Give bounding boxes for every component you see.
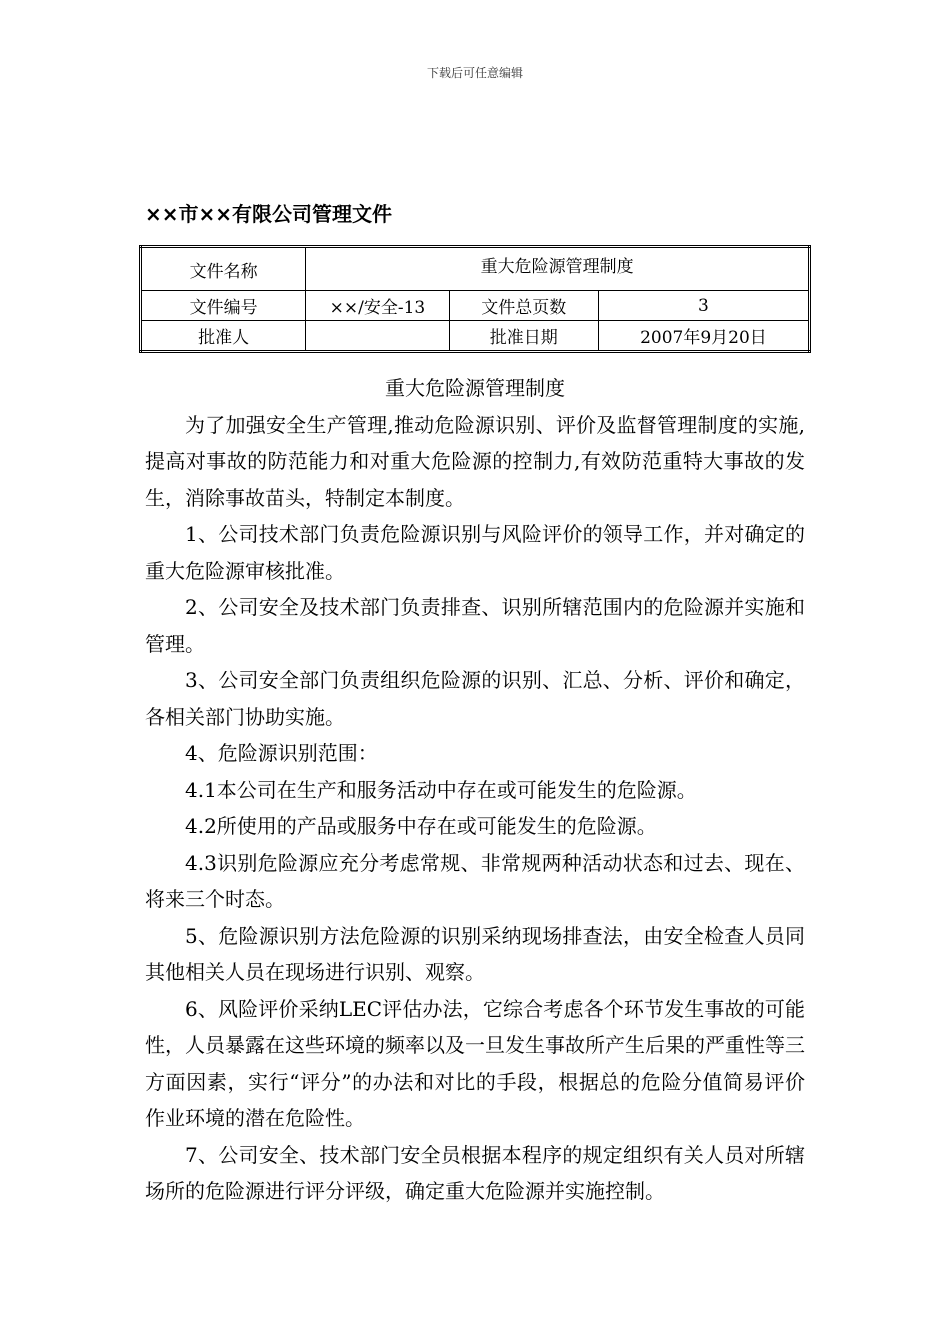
approver-value [306,321,449,352]
approval-date-value: 2007年9月20日 [598,321,809,352]
paragraph-intro: 为了加强安全生产管理,推动危险源识别、评价及监督管理制度的实施,提高对事故的防范能力和对重大危险源的控制力,有效防范重特大事故的发生，消除事故苗头，特制定本制度。 [145,412,805,510]
table-row [141,321,810,352]
paragraph-4-1: 4.1本公司在生产和服务活动中存在或可能发生的危险源。 [185,777,697,802]
paragraph-2: 2、公司安全及技术部门负责排查、识别所辖范围内的危险源并实施和管理。 [145,595,805,656]
paragraph-4-3: 4.3识别危险源应充分考虑常规、非常规两种活动状态和过去、现在、将来三个时态。 [145,850,805,911]
paragraph-6: 6、风险评价采纳LEC评估办法，它综合考虑各个环节发生事故的可能性，人员暴露在这些环境的频率以及一旦发生事故所产生后果的严重性等三方面因素，实行“评分”的办法和对比的手段，根据总的危险分值简易评价作业环境的潜在危险性。 [145,996,805,1130]
approval-date-label: 批准日期 [449,321,598,352]
file-name-label: 文件名称 [141,247,306,291]
paragraph-7: 7、公司安全、技术部门安全员根据本程序的规定组织有关人员对所辖场所的危险源进行评分评级，确定重大危险源并实施控制。 [145,1142,805,1203]
document-heading: 重大危险源管理制度 [385,376,565,400]
document-body [145,370,805,1210]
approver-label: 批准人 [141,321,306,352]
file-number-value: ××/安全-13 [306,291,449,321]
document-info-table [139,245,811,353]
file-name-value: 重大危险源管理制度 [306,247,810,291]
page-count-value: 3 [598,291,809,321]
page-count-label: 文件总页数 [449,291,598,321]
table-row [141,247,810,291]
paragraph-5: 5、危险源识别方法危险源的识别采纳现场排查法，由安全检查人员同其他相关人员在现场进行识别、观察。 [145,923,805,984]
table-row [141,291,810,321]
file-number-label: 文件编号 [141,291,306,321]
paragraph-1: 1、公司技术部门负责危险源识别与风险评价的领导工作，并对确定的重大危险源审核批准。 [145,522,805,583]
paragraph-4: 4、危险源识别范围： [185,741,378,765]
company-title: ××市××有限公司管理文件 [145,202,393,226]
paragraph-4-2: 4.2所使用的产品或服务中存在或可能发生的危险源。 [185,814,657,838]
paragraph-3: 3、公司安全部门负责组织危险源的识别、汇总、分析、评价和确定，各相关部门协助实施。 [145,668,805,729]
header-note: 下载后可任意编辑 [426,66,523,80]
